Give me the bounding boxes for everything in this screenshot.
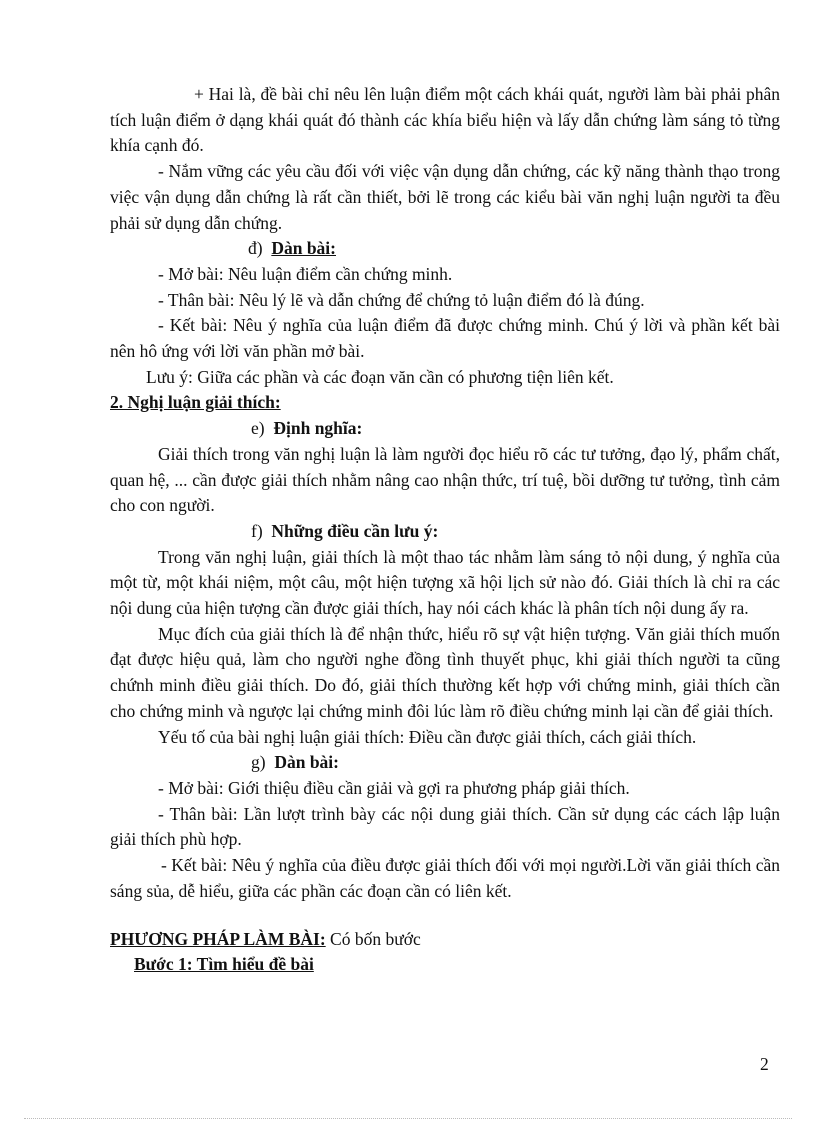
subheading-f [110, 519, 780, 545]
section-heading-2: 2. Nghị luận giải thích: [110, 392, 281, 413]
subheading-f-title: Những điều cần lưu ý: [271, 520, 439, 541]
method-heading [110, 927, 780, 953]
list-item-ket-bai-2: - Kết bài: Nêu ý nghĩa của điều được giải thích đối với mọi người.Lời văn giải thích cần sáng sủa, dễ hiểu, giữa các phần các đoạn cần có liên kết. [110, 855, 780, 901]
page-divider [24, 1118, 792, 1119]
paragraph-dinh-nghia: Giải thích trong văn nghị luận là làm người đọc hiểu rõ các tư tưởng, đạo lý, phẩm chất, quan hệ, ... cần được giải thích nhằm nâng cao nhận thức, trí tuệ, bồi dưỡng tư tưởng, tình cảm cho con người. [110, 443, 780, 516]
paragraph-muc-dich: Mục đích của giải thích là để nhận thức, hiểu rõ sự vật hiện tượng. Văn giải thích muốn đạt được hiệu quả, làm cho người nghe đồng tình thuyết phục, khi giải thích người ta cũng chứnh minh điều giải thích. Do đó, giải thích thường kết hợp với chứng minh, giải thích cần cho chứng minh và ngược lại chứng minh đôi lúc làm rõ điều chứng minh lại cần để giải thích. [110, 623, 780, 721]
step-1-title: Bước 1: Tìm hiểu đề bài [134, 954, 314, 975]
paragraph-hai-la: + Hai là, đề bài chỉ nêu lên luận điểm một cách khái quát, người làm bài phải phân tích luận điểm ở dạng khái quát đó thành các khía biểu hiện và lấy dẫn chứng làm sáng tỏ từng khía cạnh đó. [110, 84, 780, 156]
paragraph-trong-van: Trong văn nghị luận, giải thích là một thao tác nhằm làm sáng tỏ nội dung, ý nghĩa của một từ, một khái niệm, một câu, một hiện tượng xã hội lịch sử nào đó. Giải thích là chỉ ra các nội dung của hiện tượng cần được giải thích, hay nói cách khác là phân tích nội dung ấy ra. [110, 546, 780, 619]
subheading-e-marker: e) [251, 418, 265, 439]
page-number: 2 [760, 1054, 769, 1074]
paragraph-nam-vung: - Nắm vững các yêu cầu đối với việc vận dụng dẫn chứng, các kỹ năng thành thạo trong việc vận dụng dẫn chứng là rất cần thiết, bởi lẽ trong các kiểu bài văn nghị luận người ta đều phải sử dụng dẫn chứng. [110, 161, 780, 233]
document-page [110, 82, 780, 978]
list-item-mo-bai: - Mở bài: Nêu luận điểm cần chứng minh. [158, 263, 453, 284]
list-item-than-bai-2: - Thân bài: Lần lượt trình bày các nội dung giải thích. Cần sử dụng các cách lập luận giải thích phù hợp. [110, 803, 780, 850]
subheading-g-title: Dàn bài: [274, 752, 339, 773]
subheading-d-title: Dàn bài: [271, 238, 336, 259]
subheading-d-marker: đ) [248, 238, 263, 259]
subheading-e [110, 416, 780, 442]
subheading-g [110, 750, 780, 776]
method-rest: Có bốn bước [325, 928, 421, 949]
subheading-e-title: Định nghĩa: [273, 418, 363, 439]
subheading-d [110, 236, 780, 262]
list-item-than-bai: - Thân bài: Nêu lý lẽ và dẫn chứng để chứng tỏ luận điểm đó là đúng. [158, 289, 645, 310]
subheading-g-marker: g) [251, 752, 266, 773]
method-title: PHƯƠNG PHÁP LÀM BÀI: [110, 928, 326, 949]
subheading-f-marker: f) [251, 520, 263, 541]
paragraph-yeu-to: Yếu tố của bài nghị luận giải thích: Điều cần được giải thích, cách giải thích. [158, 726, 697, 747]
spacer [110, 905, 780, 927]
step-1 [110, 952, 780, 978]
list-item-mo-bai-2: - Mở bài: Giới thiệu điều cần giải và gợi ra phương pháp giải thích. [158, 777, 630, 798]
list-item-ket-bai: - Kết bài: Nêu ý nghĩa của luận điểm đã được chứng minh. Chú ý lời và phần kết bài nên hô ứng với lời văn phần mở bài. [110, 315, 780, 362]
note-luu-y: Lưu ý: Giữa các phần và các đoạn văn cần có phương tiện liên kết. [146, 366, 614, 387]
